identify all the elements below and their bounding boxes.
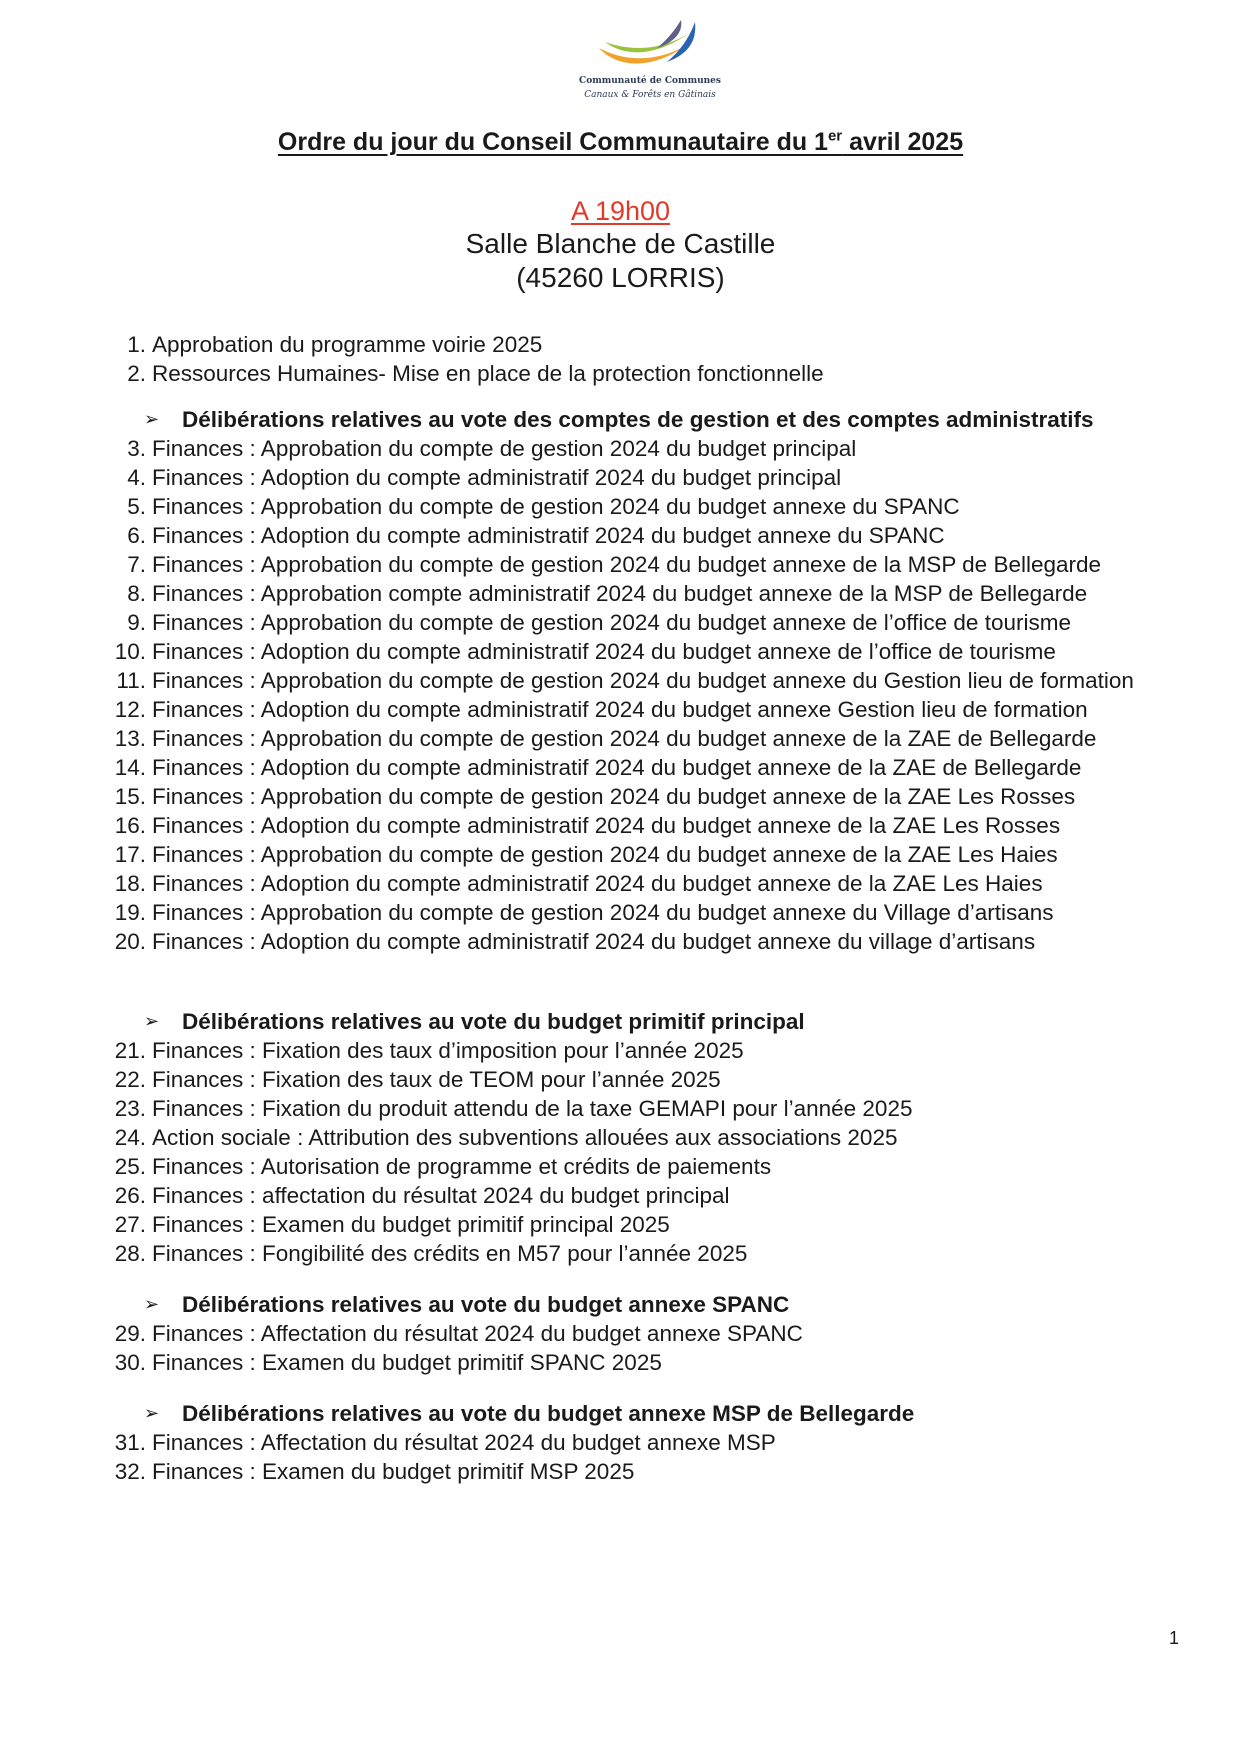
page-title — [0, 128, 1241, 157]
agenda-item — [100, 724, 1180, 753]
agenda-item — [100, 550, 1180, 579]
agenda-item-text: Finances : Approbation du compte de gestion 2024 du budget principal — [152, 436, 857, 461]
section-heading: ➢ Délibérations relatives au vote du budget primitif principal — [144, 1009, 805, 1034]
community-swoosh-logo-icon — [597, 18, 703, 76]
agenda-item-number: 4. — [127, 465, 146, 490]
agenda-item-number: 20. — [114, 929, 146, 954]
agenda-item-text: Finances : Autorisation de programme et crédits de paiements — [152, 1154, 772, 1179]
agenda-item — [100, 840, 1180, 869]
agenda-item — [100, 463, 1180, 492]
agenda-item — [100, 782, 1180, 811]
agenda-item — [100, 1348, 1180, 1377]
agenda-item-text: Finances : Approbation du compte de gestion 2024 du budget annexe de l’office de tourisme — [152, 610, 1071, 635]
agenda-item — [100, 637, 1180, 666]
agenda-item — [100, 579, 1180, 608]
agenda-item — [100, 330, 1180, 359]
agenda-item-text: Finances : Approbation du compte de gestion 2024 du budget annexe du Village d’artisans — [152, 900, 1054, 925]
agenda-item-text: Finances : Approbation du compte de gestion 2024 du budget annexe de la ZAE Les Haies — [152, 842, 1058, 867]
arrowhead-bullet-icon: ➢ — [144, 409, 160, 429]
meeting-time: A 19h00 — [570, 196, 671, 226]
org-tagline: Canaux & Forêts en Gâtinais — [584, 90, 716, 100]
agenda-item — [100, 434, 1180, 463]
title-suffix: avril 2025 — [842, 128, 964, 157]
title-superscript: er — [827, 128, 843, 145]
agenda-item-number: 32. — [114, 1459, 146, 1484]
agenda-item — [100, 666, 1180, 695]
agenda-item-number: 26. — [114, 1183, 146, 1208]
arrowhead-bullet-icon: ➢ — [144, 1294, 160, 1314]
agenda-item-number: 2. — [127, 361, 146, 386]
agenda-item-text: Finances : Fixation du produit attendu de la taxe GEMAPI pour l’année 2025 — [152, 1096, 913, 1121]
agenda-item-text: Finances : Affectation du résultat 2024 du budget annexe SPANC — [152, 1321, 803, 1346]
section-heading: ➢ Délibérations relatives au vote du budget annexe MSP de Bellegarde — [144, 1401, 915, 1426]
agenda-item-number: 12. — [114, 697, 146, 722]
agenda-item — [100, 1094, 1180, 1123]
agenda-item — [100, 1123, 1180, 1152]
agenda-item-number: 5. — [127, 494, 146, 519]
agenda-item-text: Finances : Examen du budget primitif MSP 2025 — [152, 1459, 635, 1484]
agenda-item-number: 22. — [114, 1067, 146, 1092]
agenda-item-text: Finances : Adoption du compte administratif 2024 du budget annexe du SPANC — [152, 523, 945, 548]
section-heading: ➢ Délibérations relatives au vote des comptes de gestion et des comptes administratifs — [144, 407, 1094, 432]
agenda-item-text: Finances : Approbation du compte de gestion 2024 du budget annexe de la ZAE de Bellegarde — [152, 726, 1097, 751]
agenda-item — [100, 753, 1180, 782]
agenda-item-number: 25. — [114, 1154, 146, 1179]
intro-items — [100, 330, 1180, 388]
agenda-item — [100, 898, 1180, 927]
agenda-item-number: 19. — [114, 900, 146, 925]
agenda-item-text: Finances : Adoption du compte administratif 2024 du budget annexe de la ZAE de Bellegarde — [152, 755, 1082, 780]
agenda-item-text: Finances : Approbation du compte de gestion 2024 du budget annexe de la MSP de Bellegarde — [152, 552, 1102, 577]
agenda-item-text: Finances : Fixation des taux d’imposition pour l’année 2025 — [152, 1038, 744, 1063]
agenda-item-text: Finances : Adoption du compte administratif 2024 du budget annexe de la ZAE Les Haies — [152, 871, 1043, 896]
agenda-item-number: 21. — [114, 1038, 146, 1063]
agenda-item-number: 15. — [114, 784, 146, 809]
agenda-item-number: 11. — [116, 668, 146, 693]
agenda-item-number: 8. — [127, 581, 146, 606]
arrowhead-bullet-icon: ➢ — [144, 1011, 160, 1031]
agenda-item — [100, 1181, 1180, 1210]
agenda-item-text: Finances : Approbation du compte de gestion 2024 du budget annexe du SPANC — [152, 494, 960, 519]
section-items — [100, 1036, 1180, 1268]
arrowhead-bullet-icon: ➢ — [144, 1403, 160, 1423]
agenda-item — [100, 492, 1180, 521]
agenda-item-number: 28. — [114, 1241, 146, 1266]
agenda-item-number: 10. — [114, 639, 146, 664]
agenda-item-number: 1. — [127, 332, 146, 357]
agenda-item-text: Finances : affectation du résultat 2024 du budget principal — [152, 1183, 730, 1208]
agenda-item-text: Finances : Approbation du compte de gestion 2024 du budget annexe du Gestion lieu de formation — [152, 668, 1134, 693]
section-heading: ➢ Délibérations relatives au vote du budget annexe SPANC — [144, 1292, 790, 1317]
agenda-item-number: 24. — [114, 1125, 146, 1150]
agenda-item-number: 30. — [114, 1350, 146, 1375]
agenda-item-number: 16. — [114, 813, 146, 838]
agenda-item-text: Finances : Adoption du compte administratif 2024 du budget principal — [152, 465, 842, 490]
agenda-item-number: 18. — [114, 871, 146, 896]
agenda-item-text: Finances : Adoption du compte administratif 2024 du budget annexe Gestion lieu de formation — [152, 697, 1088, 722]
agenda-item — [100, 1036, 1180, 1065]
agenda-item-text: Finances : Adoption du compte administratif 2024 du budget annexe de l’office de tourisme — [152, 639, 1056, 664]
agenda-item-text: Approbation du programme voirie 2025 — [152, 332, 543, 357]
agenda-item-text: Finances : Approbation compte administratif 2024 du budget annexe de la MSP de Bellegarde — [152, 581, 1088, 606]
agenda-item — [100, 359, 1180, 388]
agenda-item-text: Finances : Fongibilité des crédits en M57 pour l’année 2025 — [152, 1241, 748, 1266]
agenda-item — [100, 811, 1180, 840]
agenda-item — [100, 1065, 1180, 1094]
section-items — [100, 1319, 1180, 1377]
agenda-item-text: Finances : Affectation du résultat 2024 du budget annexe MSP — [152, 1430, 776, 1455]
agenda-item-text: Finances : Adoption du compte administratif 2024 du budget annexe de la ZAE Les Rosses — [152, 813, 1061, 838]
title-prefix: Ordre du jour du Conseil Communautaire du 1 — [277, 128, 828, 157]
agenda-item — [100, 695, 1180, 724]
agenda-item — [100, 521, 1180, 550]
agenda-item — [100, 869, 1180, 898]
agenda-item-number: 9. — [127, 610, 146, 635]
agenda-item-number: 13. — [114, 726, 146, 751]
agenda-item — [100, 608, 1180, 637]
agenda-item-text: Ressources Humaines- Mise en place de la protection fonctionnelle — [152, 361, 824, 386]
agenda-item-number: 29. — [114, 1321, 146, 1346]
agenda-item-text: Action sociale : Attribution des subventions allouées aux associations 2025 — [152, 1125, 898, 1150]
agenda-item-text: Finances : Examen du budget primitif SPANC 2025 — [152, 1350, 662, 1375]
agenda-item-number: 3. — [127, 436, 146, 461]
agenda-item-text: Finances : Fixation des taux de TEOM pour l’année 2025 — [152, 1067, 721, 1092]
agenda-item-number: 7. — [127, 552, 146, 577]
agenda-item-text: Finances : Examen du budget primitif principal 2025 — [152, 1212, 670, 1237]
agenda-item — [100, 1428, 1180, 1457]
agenda-item — [100, 1457, 1180, 1486]
venue-name: Salle Blanche de Castille — [465, 228, 776, 259]
agenda-item — [100, 1210, 1180, 1239]
agenda-item-number: 6. — [127, 523, 146, 548]
agenda-item-number: 31. — [114, 1430, 146, 1455]
section-items — [100, 434, 1180, 956]
agenda-item — [100, 1319, 1180, 1348]
agenda-item — [100, 927, 1180, 956]
agenda-item-number: 14. — [114, 755, 146, 780]
agenda-item — [100, 1152, 1180, 1181]
org-name: Communauté de Communes — [579, 76, 721, 86]
agenda-item — [100, 1239, 1180, 1268]
agenda-list — [100, 330, 1180, 1486]
page-number: 1 — [1168, 1628, 1179, 1648]
logo — [575, 18, 725, 110]
agenda-item-number: 27. — [114, 1212, 146, 1237]
agenda-item-number: 23. — [114, 1096, 146, 1121]
agenda-item-text: Finances : Adoption du compte administratif 2024 du budget annexe du village d’artisans — [152, 929, 1036, 954]
venue-address: (45260 LORRIS) — [516, 262, 725, 293]
agenda-item-text: Finances : Approbation du compte de gestion 2024 du budget annexe de la ZAE Les Rosses — [152, 784, 1076, 809]
section-items — [100, 1428, 1180, 1486]
agenda-item-number: 17. — [114, 842, 146, 867]
